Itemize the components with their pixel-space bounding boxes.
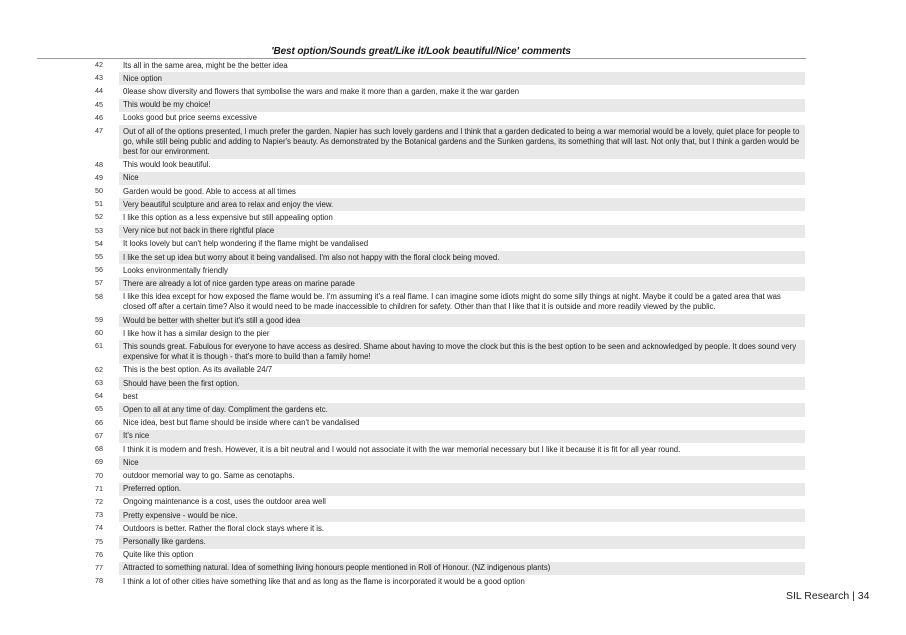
table-row: [91, 159, 805, 172]
table-row: [91, 238, 805, 251]
row-number: 53: [91, 225, 113, 236]
table-row: [91, 549, 805, 562]
table-row: [91, 198, 805, 211]
comment-text: Would be better with shelter but it's still a good idea: [119, 314, 805, 327]
table-row: [91, 314, 805, 327]
comment-text: Should have been the first option.: [119, 377, 805, 390]
table-row: [91, 211, 805, 224]
comment-text: Nice idea, best but flame should be inside where can't be vandalised: [123, 418, 360, 428]
table-row: [91, 85, 805, 98]
comment-text: Very beautiful sculpture and area to relax and enjoy the view.: [119, 198, 805, 211]
comment-text: This is the best option. As its available 24/7: [123, 365, 273, 375]
table-row: [91, 112, 805, 125]
table-row: [91, 251, 805, 264]
comment-text: Outdoors is better. Rather the floral clock stays where it is.: [123, 523, 325, 533]
row-number: 64: [95, 391, 103, 401]
row-number: 47: [91, 125, 113, 136]
row-number: 69: [91, 456, 113, 467]
comment-text: Nice option: [119, 72, 805, 85]
table-row: [91, 225, 805, 238]
row-number: 51: [91, 198, 113, 209]
row-number: 48: [95, 159, 103, 169]
row-number: 45: [91, 99, 113, 110]
row-number: 57: [91, 277, 113, 288]
table-row: [91, 99, 805, 112]
comment-text: Attracted to something natural. Idea of something living honours people mentioned in Roll of Honour. (NZ indigenous plants): [119, 562, 805, 575]
table-heading: 'Best option/Sounds great/Like it/Look beautiful/Nice' comments: [271, 46, 571, 57]
row-number: 42: [95, 60, 103, 69]
row-number: 50: [95, 186, 103, 196]
row-number: 59: [91, 314, 113, 325]
comment-text: I think it is modern and fresh. However, it is a bit neutral and I would not associate it with the war memorial necessary but I like it because it is fit for all year round.: [123, 444, 681, 454]
table-row: [91, 575, 805, 588]
row-number: 49: [91, 172, 113, 183]
table-row: [91, 509, 805, 522]
table-row: [91, 390, 805, 403]
table-row: [91, 456, 805, 469]
table-row: [91, 264, 805, 277]
table-row: [91, 364, 805, 377]
table-row: [91, 172, 805, 185]
comment-text: It looks lovely but can't help wondering if the flame might be vandalised: [123, 239, 369, 249]
row-number: 68: [95, 444, 103, 454]
row-number: 73: [91, 509, 113, 520]
row-number: 56: [95, 265, 103, 275]
row-number: 78: [95, 576, 103, 586]
row-number: 60: [95, 328, 103, 338]
comment-text: Very nice but not back in there rightful place: [119, 225, 805, 238]
comment-text: Nice: [119, 456, 805, 469]
row-number: 76: [95, 549, 103, 559]
comment-text: Garden would be good. Able to access at all times: [123, 186, 296, 196]
row-number: 54: [95, 238, 103, 248]
comment-text: There are already a lot of nice garden type areas on marine parade: [119, 277, 805, 290]
row-number: 75: [91, 536, 113, 547]
row-number: 43: [91, 72, 113, 83]
table-row: [91, 417, 805, 430]
row-number: 63: [91, 377, 113, 388]
comment-text: This sounds great. Fabulous for everyone to have access as desired. Shame about having to move the clock but this is the best option to be seen and acknowledged by people. It does sound very expensive for what it is though - that's more to build than a family home!: [119, 340, 805, 363]
row-number: 70: [95, 470, 103, 480]
table-row: [91, 522, 805, 535]
row-number: 55: [91, 251, 113, 262]
row-number: 61: [91, 340, 113, 351]
table-row: [91, 483, 805, 496]
comments-table: [91, 59, 805, 588]
table-row: [91, 340, 805, 363]
table-row: [91, 72, 805, 85]
comment-text: Looks environmentally friendly: [123, 265, 228, 275]
comment-text: Personally like gardens.: [119, 536, 805, 549]
page-footer: SIL Research | 34: [786, 590, 870, 602]
table-row: [91, 562, 805, 575]
table-row: [91, 291, 805, 314]
comment-text: It's nice: [119, 430, 805, 443]
row-number: 62: [95, 364, 103, 374]
table-row: [91, 470, 805, 483]
row-number: 74: [95, 523, 103, 533]
comment-text: Out of all of the options presented, I much prefer the garden. Napier has such lovely gardens and I think that a garden dedicated to being a war memorial would be a lovely, quiet place for people to go, while still being public and adding to Napier's beauty. As demonstrated by the Botanical gardens and the Sunken gardens, its something that will last. Not only that, but I think a garden would be best for our environment.: [119, 125, 805, 159]
comment-text: Nice: [119, 172, 805, 185]
table-row: [91, 403, 805, 416]
comment-text: Open to all at any time of day. Compliment the gardens etc.: [119, 403, 805, 416]
comment-text: outdoor memorial way to go. Same as cenotaphs.: [123, 471, 295, 480]
table-row: [91, 430, 805, 443]
comment-text: I like the set up idea but worry about it being vandalised. I'm also not happy with the floral clock being moved.: [119, 251, 805, 264]
comment-text: 0lease show diversity and flowers that symbolise the wars and make it more than a garden, make it the war garden: [123, 86, 520, 96]
comment-text: This would be my choice!: [119, 99, 805, 112]
table-row: [91, 125, 805, 159]
table-row: [91, 377, 805, 390]
comment-text: I like how it has a similar design to the pier: [123, 328, 270, 338]
comment-text: This would look beautiful.: [123, 160, 211, 170]
comment-text: Ongoing maintenance is a cost, uses the outdoor area well: [123, 497, 326, 507]
row-number: 44: [95, 86, 103, 96]
table-row: [91, 185, 805, 198]
comment-text: I think a lot of other cities have something like that and as long as the flame is incorporated it would be a good option: [123, 576, 525, 586]
table-row: [91, 59, 805, 72]
comment-text: I like this idea except for how exposed the flame would be. I'm assuming it's a real flame. I can imagine some idiots might do some silly things at night. Maybe it could be a gated area that was closed off after a certain time? Also it would need to be made inaccessible to children for safety. Other than that I like that it is outside and more readily viewed by the public.: [123, 292, 781, 312]
comment-text: best: [123, 391, 138, 401]
row-number: 67: [91, 430, 113, 441]
comment-text: I like this option as a less expensive but still appealing option: [123, 212, 333, 222]
row-number: 66: [95, 417, 103, 427]
row-number: 52: [95, 212, 103, 222]
row-number: 46: [95, 112, 103, 122]
table-row: [91, 277, 805, 290]
comment-text: Quite like this option: [123, 550, 194, 560]
table-row: [91, 536, 805, 549]
row-number: 65: [91, 403, 113, 414]
table-row: [91, 496, 805, 509]
comment-text: Looks good but price seems excessive: [123, 113, 257, 123]
row-number: 72: [95, 496, 103, 506]
comment-text: Its all in the same area, might be the better idea: [123, 60, 288, 70]
comment-text: Pretty expensive - would be nice.: [119, 509, 805, 522]
row-number: 77: [91, 562, 113, 573]
comment-text: Preferred option.: [119, 483, 805, 496]
table-row: [91, 327, 805, 340]
table-row: [91, 443, 805, 456]
row-number: 58: [95, 291, 103, 301]
row-number: 71: [91, 483, 113, 494]
